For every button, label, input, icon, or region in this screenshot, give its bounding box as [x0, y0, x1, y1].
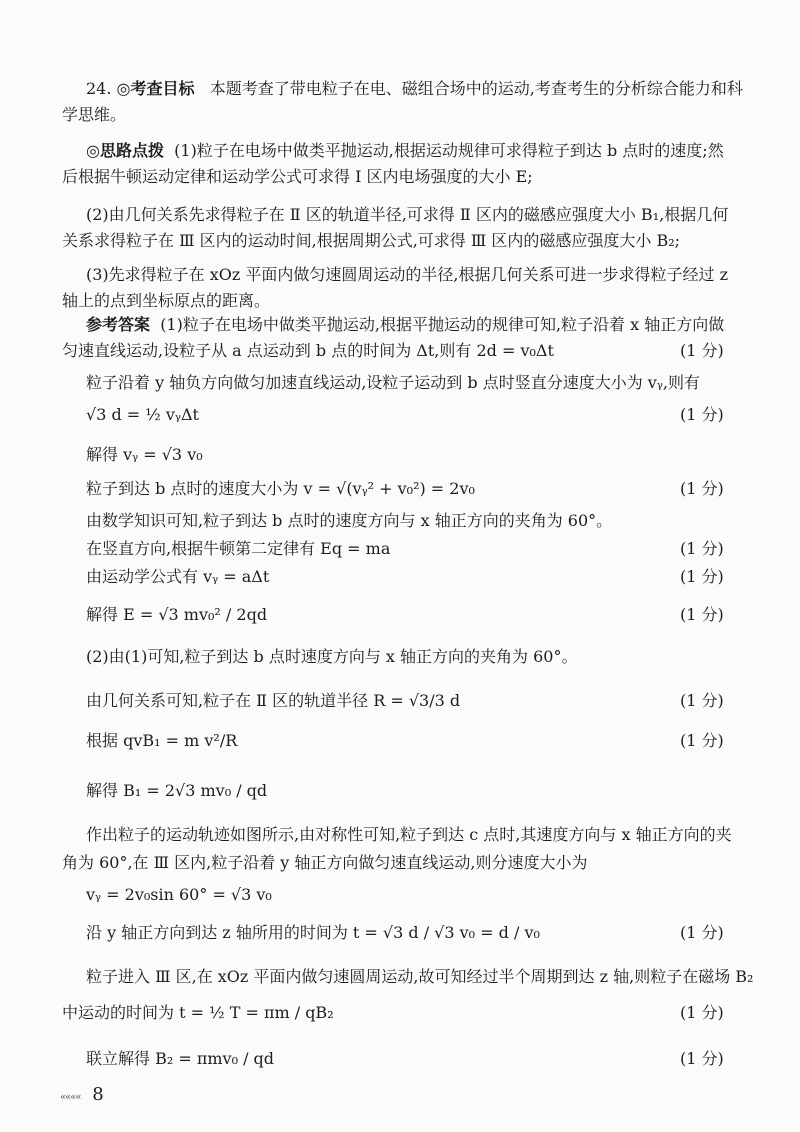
score-8: (1 分) — [680, 731, 724, 750]
eq-E: 解得 E = √3 mv₀² / 2qd — [86, 605, 268, 624]
time-z-line: 沿 y 轴正方向到达 z 轴所用的时间为 t = √3 d / √3 v₀ = d / v₀ — [86, 923, 540, 942]
hint-tag: ◎思路点拨 — [86, 141, 164, 160]
score-2: (1 分) — [680, 405, 724, 424]
angle-line: 由数学知识可知,粒子到达 b 点时的速度方向与 x 轴正方向的夹角为 60°。 — [86, 511, 613, 530]
intro-line-2: 学思维。 — [62, 105, 127, 124]
enter3-line-1: 粒子进入 Ⅲ 区,在 xOz 平面内做匀速圆周运动,故可知经过半个周期到达 z 轴,则粒子在磁场 B₂ — [86, 967, 754, 986]
eq-vy: 解得 vᵧ = √3 v₀ — [86, 445, 203, 464]
answer-line-3: 粒子沿着 y 轴负方向做匀加速直线运动,设粒子运动到 b 点时竖直分速度大小为 vᵧ,则有 — [86, 373, 700, 392]
traj-line-1: 作出粒子的运动轨迹如图所示,由对称性可知,粒子到达 c 点时,其速度方向与 x 轴正方向的夹 — [86, 825, 732, 844]
lorentz-line: 根据 qvB₁ = m v²/R — [86, 731, 238, 750]
answer-tag: 参考答案 — [86, 315, 151, 334]
answer-a1-text: (1)粒子在电场中做类平抛运动,根据平抛运动的规律可知,粒子沿着 x 轴正方向做 — [160, 315, 725, 334]
hint-line-1 — [86, 140, 724, 162]
objective-tag: ◎考查目标 — [116, 79, 195, 98]
traj-line-2: 角为 60°,在 Ⅲ 区内,粒子沿着 y 轴正方向做匀速直线运动,则分速度大小为 — [62, 853, 588, 872]
score-5: (1 分) — [680, 567, 724, 586]
score-11: (1 分) — [680, 1049, 724, 1068]
score-4: (1 分) — [680, 539, 724, 558]
page-number: 8 — [92, 1084, 104, 1105]
eq-B2: 联立解得 B₂ = πmv₀ / qd — [86, 1049, 275, 1068]
question-number: 24. — [86, 79, 112, 98]
enter3-line-2: 中运动的时间为 t = ½ T = πm / qB₂ — [62, 1003, 334, 1022]
hint-line-2: 后根据牛顿运动定律和运动学公式可求得 Ⅰ 区内电场强度的大小 E; — [62, 167, 533, 186]
eq-vy2: vᵧ = 2v₀sin 60° = √3 v₀ — [86, 885, 272, 904]
eq-v: 粒子到达 b 点时的速度大小为 v = √(vᵧ² + v₀²) = 2v₀ — [86, 479, 475, 498]
intro-line-1 — [86, 78, 743, 100]
eq-B1: 解得 B₁ = 2√3 mv₀ / qd — [86, 781, 268, 800]
footer-marks: «««« — [60, 1092, 81, 1103]
answer-line-2: 匀速直线运动,设粒子从 a 点运动到 b 点的时间为 Δt,则有 2d = v₀Δt — [62, 341, 554, 360]
radius-line: 由几何关系可知,粒子在 Ⅱ 区的轨道半径 R = √3/3 d — [86, 691, 461, 710]
newton-line: 在竖直方向,根据牛顿第二定律有 Eq = ma — [86, 539, 391, 558]
objective-text: 本题考查了带电粒子在电、磁组合场中的运动,考查考生的分析综合能力和科 — [209, 79, 743, 98]
answer-line-1 — [86, 314, 724, 336]
hint-line-3: (2)由几何关系先求得粒子在 Ⅱ 区的轨道半径,可求得 Ⅱ 区内的磁感应强度大小 B₁,根据几何 — [86, 205, 729, 224]
score-3: (1 分) — [680, 479, 724, 498]
score-6: (1 分) — [680, 605, 724, 624]
hint-line-4: 关系求得粒子在 Ⅲ 区内的运动时间,根据周期公式,可求得 Ⅲ 区内的磁感应强度大小 B₂; — [62, 231, 681, 250]
eq-sqrt3d: √3 d = ½ vᵧΔt — [86, 405, 199, 424]
kin-line: 由运动学公式有 vᵧ = aΔt — [86, 567, 270, 586]
hint-p1-text: (1)粒子在电场中做类平抛运动,根据运动规律可求得粒子到达 b 点时的速度;然 — [174, 141, 724, 160]
score-10: (1 分) — [680, 1003, 724, 1022]
score-9: (1 分) — [680, 923, 724, 942]
hint-line-6: 轴上的点到坐标原点的距离。 — [62, 291, 271, 310]
score-1: (1 分) — [680, 341, 724, 360]
part2-line: (2)由(1)可知,粒子到达 b 点时速度方向与 x 轴正方向的夹角为 60°。 — [86, 647, 578, 666]
score-7: (1 分) — [680, 691, 724, 710]
hint-line-5: (3)先求得粒子在 xOz 平面内做匀速圆周运动的半径,根据几何关系可进一步求得粒子经过 z — [86, 265, 729, 284]
page-footer — [60, 1084, 104, 1105]
